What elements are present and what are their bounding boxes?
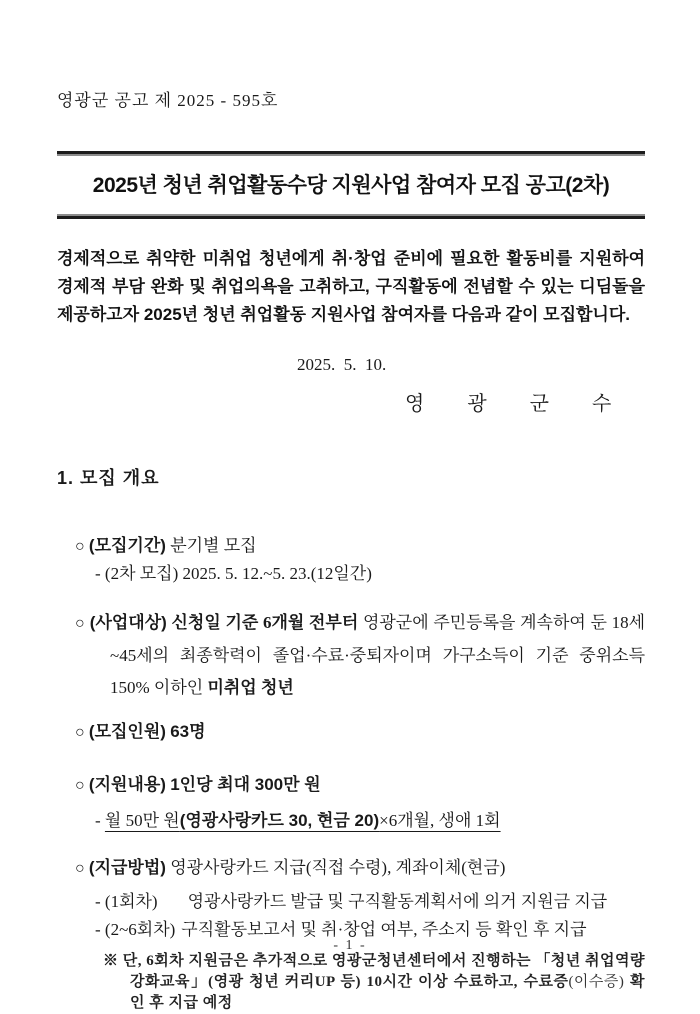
recruit-period-sub-text: (2차 모집) 2025. 5. 12.~5. 23.(12일간) [104,564,372,583]
support-sub-post: ×6개월, 생애 1회 [379,811,501,830]
target-emphasis: 신청일 기준 6개월 전부터 [171,613,359,632]
circle-bullet-icon: ○ [75,724,85,741]
footnote-text: 단, 6회차 지원금은 추가적으로 영광군청년센터에서 진행하는 「청년 취업역량 강화교육」(영광 청년 커리UP 등) 10시간 이상 수료하고, 수료증 [122,953,645,990]
doc-number: 영광군 공고 제 2025 - 595호 [57,91,279,110]
support-sub-pre: 월 50만 원 [104,811,180,830]
reference-mark-icon: ※ [103,953,119,969]
recruit-period-label: (모집기간) [88,536,166,555]
payment-sub2-text: 구직활동보고서 및 취·창업 여부, 주소지 등 확인 후 지급 [181,920,587,939]
bullet-support [57,769,645,802]
recruit-period-text: 분기별 모집 [170,536,257,555]
payment-label: (지급방법) [88,858,166,877]
headcount-value: 63명 [170,722,206,741]
footnote [57,951,645,1014]
payment-sub1-label: (1회차) [104,892,158,911]
bullet-recruit-period-sub [57,563,645,585]
circle-bullet-icon: ○ [75,860,85,877]
intro-paragraph: 경제적으로 취약한 미취업 청년에게 취·창업 준비에 필요한 활동비를 지원하여 경제적 부담 완화 및 취업의욕을 고취하고, 구직활동에 전념할 수 있는 디딤돌을 제공하고자 2025년 청년 취업활동 지원사업 참여자를 다음과 같이 모집합니다. [57,249,645,324]
bullet-recruit-period [57,530,645,563]
footnote-text2: 확인 후 지급 예정 [130,974,645,1011]
page-title: 2025년 청년 취업활동수당 지원사업 참여자 모집 공고(2차) [92,174,610,197]
title-band [57,151,645,219]
support-sub-detail [105,811,501,830]
bullet-target [57,607,645,704]
bullet-payment [57,852,645,885]
page-number: - 1 - [333,938,367,953]
circle-bullet-icon: ○ [75,538,85,555]
dash-bullet-icon: - [95,892,101,911]
dash-bullet-icon: - [95,811,101,830]
support-amount: 1인당 최대 300만 원 [170,775,321,794]
signer-title: 영 광 군 수 [405,393,624,415]
payment-text: 영광사랑카드 지급(직접 수령), 계좌이체(현금) [170,858,506,877]
support-sub-bold: (영광사랑카드 30, 현금 20) [179,811,380,830]
payment-sub2-label: (2~6회차) [104,920,176,939]
target-label: (사업대상) [89,613,167,632]
dash-bullet-icon: - [95,920,101,939]
notice-date: 2025. 5. 10. [297,355,387,374]
support-label: (지원내용) [88,775,166,794]
target-text: 영광군에 주민등록을 계속하여 둔 18세~45세의 최종학력이 졸업·수료·중퇴자이며 가구소득이 기준 중위소득 150% 이하인 [110,613,646,697]
bullet-payment-sub1 [57,891,645,913]
target-emphasis2: 미취업 청년 [207,678,294,697]
dash-bullet-icon: - [95,564,101,583]
footnote-light-text: (이수증) [568,974,625,990]
circle-bullet-icon: ○ [75,615,86,632]
payment-sub1-text: 영광사랑카드 발급 및 구직활동계획서에 의거 지원금 지급 [187,892,608,911]
headcount-label: (모집인원) [88,722,166,741]
bullet-headcount [57,716,645,749]
bullet-support-sub [57,810,645,832]
circle-bullet-icon: ○ [75,777,85,794]
title-bottom-rule [57,214,645,219]
section-heading-recruit-overview: 1. 모집 개요 [57,468,160,488]
